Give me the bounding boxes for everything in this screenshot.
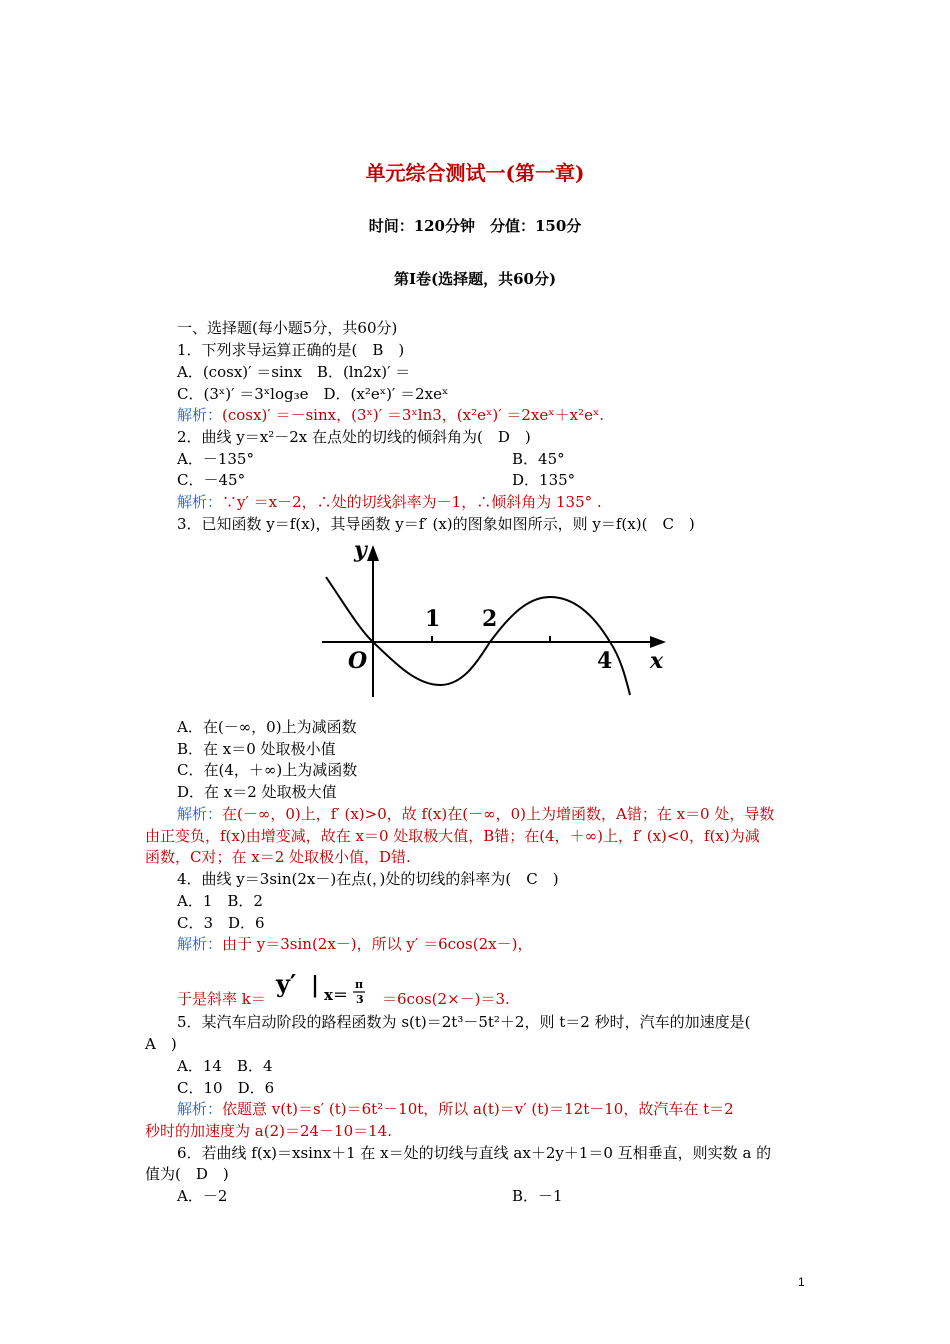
q4-options-ab: A．1 B．2 [177, 892, 263, 910]
formula-3: 3 [356, 993, 364, 1006]
q5-options-ab: A．14 B．4 [177, 1057, 273, 1075]
formula-pi: π [355, 978, 364, 991]
tick-label-1: 1 [425, 606, 441, 632]
q6-option-b: B．－1 [512, 1187, 563, 1205]
analysis-label: 解析： [177, 406, 223, 424]
q3-option-a: A．在(－∞，0)上为减函数 [177, 718, 357, 736]
q6-stem-line2: 值为( D ) [145, 1165, 229, 1183]
q2-analysis [177, 492, 602, 512]
q4-analysis-line2a: 于是斜率 k＝ [177, 990, 266, 1008]
analysis-label: 解析： [177, 805, 223, 823]
q6-stem-line1: 6．若曲线 f(x)＝xsinx＋1 在 x＝处的切线与直线 ax＋2y＋1＝0 互相垂直，则实数 a 的 [177, 1144, 772, 1162]
q4-analysis-line1 [177, 934, 532, 954]
q5-stem-line2: A ) [145, 1035, 177, 1053]
q5-options-cd: C．10 D．6 [177, 1079, 275, 1097]
q2-option-c: C．－45° [177, 471, 246, 489]
q3-option-c: C．在(4，＋∞)上为减函数 [177, 761, 358, 779]
origin-label: O [348, 648, 368, 674]
part-intro: 一、选择题(每小题5分，共60分) [177, 319, 398, 337]
q1-options-ab: A．(cosx)′ ＝sinx B．(ln2x)′ ＝ [177, 363, 411, 381]
q4-analysis-text-1: 由于 y＝3sin(2x－)，所以 y′ ＝6cos(2x－)， [222, 935, 533, 953]
formula-x-eq: x＝ [324, 986, 348, 1004]
q3-stem: 3．已知函数 y＝f(x)，其导函数 y＝f′ (x)的图象如图所示，则 y＝f(x)( C ) [177, 515, 695, 533]
q2-option-a: A．－135° [177, 450, 254, 468]
q4-analysis-line2b: ＝6cos(2×－)＝3. [382, 990, 510, 1008]
q4-options-cd: C．3 D．6 [177, 914, 265, 932]
analysis-label: 解析： [177, 935, 223, 953]
q5-analysis-line1 [177, 1099, 734, 1119]
q5-analysis-text-1: 依题意 v(t)＝s′ (t)＝6t²－10t，所以 a(t)＝v′ (t)＝12t－10，故汽车在 t＝2 [222, 1100, 734, 1118]
exam-time-score: 时间：120分钟 分值：150分 [368, 217, 582, 235]
q2-option-d: D．135° [512, 471, 576, 489]
q3-analysis-line3: 函数，C对；在 x＝2 处取极小值，D错. [145, 848, 411, 866]
q5-analysis-line2: 秒时的加速度为 a(2)＝24－10＝14. [145, 1122, 392, 1140]
tick-label-4: 4 [597, 648, 613, 674]
q3-analysis-line2: 由正变负，f(x)由增变减，故在 x＝0 处取极大值，B错；在(4，＋∞)上，f′ (x)<0，f(x)为减 [145, 827, 760, 845]
q1-analysis-text: (cosx)′ ＝－sinx，(3ˣ)′ ＝3ˣln3，(x²eˣ)′ ＝2xeˣ＋x²eˣ. [222, 406, 605, 424]
q1-options-cd: C．(3ˣ)′ ＝3ˣlog₃e D．(x²eˣ)′ ＝2xeˣ [177, 385, 449, 403]
q2-stem: 2．曲线 y＝x²－2x 在点处的切线的倾斜角为( D ) [177, 428, 531, 446]
q1-stem: 1．下列求导运算正确的是( B ) [177, 341, 405, 359]
q5-stem-line1: 5．某汽车启动阶段的路程函数为 s(t)＝2t³－5t²＋2，则 t＝2 秒时，汽车的加速度是( [177, 1013, 751, 1031]
q6-option-a: A．－2 [177, 1187, 228, 1205]
derivative-at-point-formula [272, 966, 382, 1010]
analysis-label: 解析： [177, 493, 223, 511]
q1-analysis [177, 405, 604, 425]
formula-bar: | [311, 972, 320, 998]
page-title: 单元综合测试一(第一章) [365, 161, 585, 185]
derivative-graph [300, 535, 680, 705]
q3-analysis-line1 [177, 804, 774, 824]
x-axis-arrow [650, 636, 666, 648]
y-axis-label: y [354, 537, 367, 563]
y-axis-arrow [367, 545, 379, 561]
tick-label-2: 2 [482, 606, 498, 632]
q3-analysis-text-1: 在(－∞，0)上，f′ (x)>0，故 f(x)在(－∞，0)上为增函数，A错；在 x＝0 处，导数 [222, 805, 775, 823]
page-number: 1 [798, 1275, 805, 1289]
x-axis-label: x [650, 648, 664, 674]
section-heading: 第Ⅰ卷(选择题，共60分) [393, 270, 557, 288]
analysis-label: 解析： [177, 1100, 223, 1118]
q3-option-d: D．在 x＝2 处取极大值 [177, 783, 337, 801]
q2-option-b: B．45° [512, 450, 565, 468]
q3-option-b: B．在 x＝0 处取极小值 [177, 740, 336, 758]
derivative-curve [326, 577, 630, 695]
q4-stem: 4．曲线 y＝3sin(2x－)在点(，)处的切线的斜率为( C ) [177, 870, 559, 888]
formula-y-prime: y′ [276, 969, 297, 998]
q2-analysis-text: ∵y′ ＝x－2，∴处的切线斜率为－1，∴倾斜角为 135° . [222, 493, 602, 511]
